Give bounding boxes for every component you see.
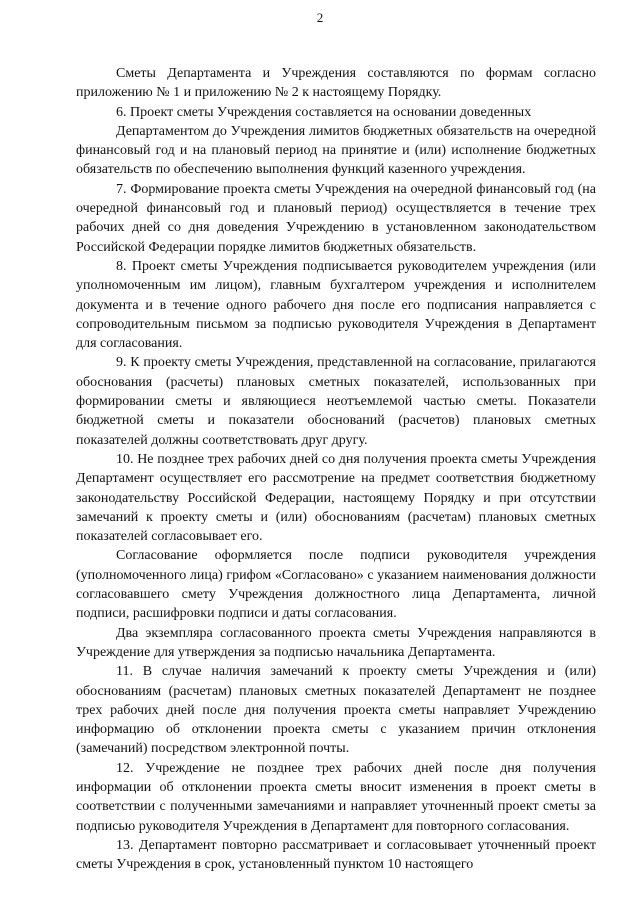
paragraph-8: 8. Проект сметы Учреждения подписывается руководителем учреждения (или уполномоченным им лицом), главным бухгалтером учреждения и исполнителем документа и в течение одного рабочего дня после его подписания направляется с сопроводительным письмом за подписью руководителя Учреждения в Департамент для согласования.	[76, 258, 596, 352]
page-number: 2	[316, 10, 324, 25]
document-body	[76, 64, 596, 874]
paragraph-6-continued: Департаментом до Учреждения лимитов бюджетных обязательств на очередной финансовый год и на плановый период на принятие и (или) исполнение бюджетных обязательств по обеспечению выполнения функций казенного учреждения.	[76, 123, 596, 178]
paragraph-7: 7. Формирование проекта сметы Учреждения на очередной финансовый год (на очередной финансовый год и плановый период) осуществляется в течение трех рабочих дней со дня доведения Учреждению в установленном законодательством Российской Федерации порядке лимитов бюджетных обязательств.	[76, 181, 596, 255]
paragraph-approval-format: Согласование оформляется после подписи руководителя учреждения (уполномоченного лица) грифом «Согласовано» с указанием наименования должности согласовавшего смету Учреждения должностного лица Департамента, личной подписи, расшифровки подписи и даты согласования.	[76, 548, 596, 622]
paragraph-13: 13. Департамент повторно рассматривает и согласовывает уточненный проект сметы Учреждения в срок, установленный пунктом 10 настоящего	[76, 837, 596, 873]
paragraph-10: 10. Не позднее трех рабочих дней со дня получения проекта сметы Учреждения Департамент осуществляет его рассмотрение на предмет соответствия бюджетному законодательству Российской Федерации, настоящему Порядку и при отсутствии замечаний к проекту сметы и (или) обоснованиям (расчетам) плановых сметных показателей согласовывает его.	[76, 451, 596, 545]
paragraph-two-copies: Два экземпляра согласованного проекта сметы Учреждения направляются в Учреждение для утверждения за подписью начальника Департамента.	[76, 625, 596, 660]
paragraph-intro: Сметы Департамента и Учреждения составляются по формам согласно приложению № 1 и приложению № 2 к настоящему Порядку.	[76, 66, 596, 101]
paragraph-12: 12. Учреждение не позднее трех рабочих дней после дня получения информации об отклонении проекта сметы вносит изменения в проект сметы в соответствии с полученными замечаниями и направляет уточненный проект сметы за подписью руководителя Учреждения в Департамент для повторного согласования.	[76, 760, 596, 834]
paragraph-9: 9. К проекту сметы Учреждения, представленной на согласование, прилагаются обоснования (расчеты) плановых сметных показателей, использованных при формировании сметы и являющиеся неотъемлемой частью сметы. Показатели бюджетной сметы и показатели обоснований (расчетов) плановых сметных показателей должны соответствовать друг другу.	[76, 355, 596, 448]
paragraph-11: 11. В случае наличия замечаний к проекту сметы Учреждения и (или) обоснованиям (расчетам) плановых сметных показателей Департамент не позднее трех рабочих дней после дня получения проекта сметы направляет Учреждению информацию об отклонении проекта сметы с указанием причин отклонения (замечаний) посредством электронной почты.	[76, 664, 596, 757]
paragraph-6: 6. Проект сметы Учреждения составляется на основании доведенных	[116, 104, 532, 120]
